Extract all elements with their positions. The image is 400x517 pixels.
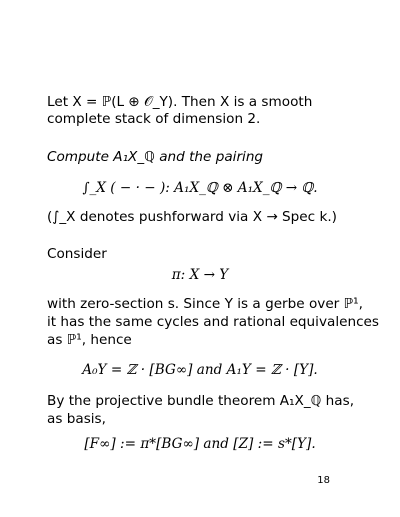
intro-line-1: Let X = ℙ(L ⊕ 𝒪_Y). Then X is a smooth bbox=[47, 94, 313, 110]
page-number: 18 bbox=[317, 475, 330, 486]
gerbe-line-1: with zero-section s. Since Y is a gerbe over ℙ¹, bbox=[47, 296, 363, 312]
bundle-theorem-line-1: By the projective bundle theorem A₁X_ℚ has, bbox=[47, 393, 355, 409]
pairing-formula: ∫_X ( − · − ): A₁X_ℚ ⊗ A₁X_ℚ → ℚ. bbox=[82, 180, 318, 196]
pairing-note: (∫_X denotes pushforward via X → Spec k.) bbox=[47, 209, 337, 225]
gerbe-line-3: as ℙ¹, hence bbox=[47, 332, 132, 348]
chow-groups-formula: A₀Y = ℤ · [BG∞] and A₁Y = ℤ · [Y]. bbox=[82, 362, 318, 378]
gerbe-line-2: it has the same cycles and rational equivalences bbox=[47, 314, 379, 330]
compute-heading: Compute A₁X_ℚ and the pairing bbox=[47, 149, 264, 165]
bundle-theorem-line-2: as basis, bbox=[47, 411, 106, 427]
consider-label: Consider bbox=[47, 246, 107, 262]
basis-formula: [F∞] := π*[BG∞] and [Z] := s*[Y]. bbox=[84, 436, 316, 452]
intro-line-2: complete stack of dimension 2. bbox=[47, 111, 261, 127]
map-formula: π: X → Y bbox=[171, 267, 229, 283]
